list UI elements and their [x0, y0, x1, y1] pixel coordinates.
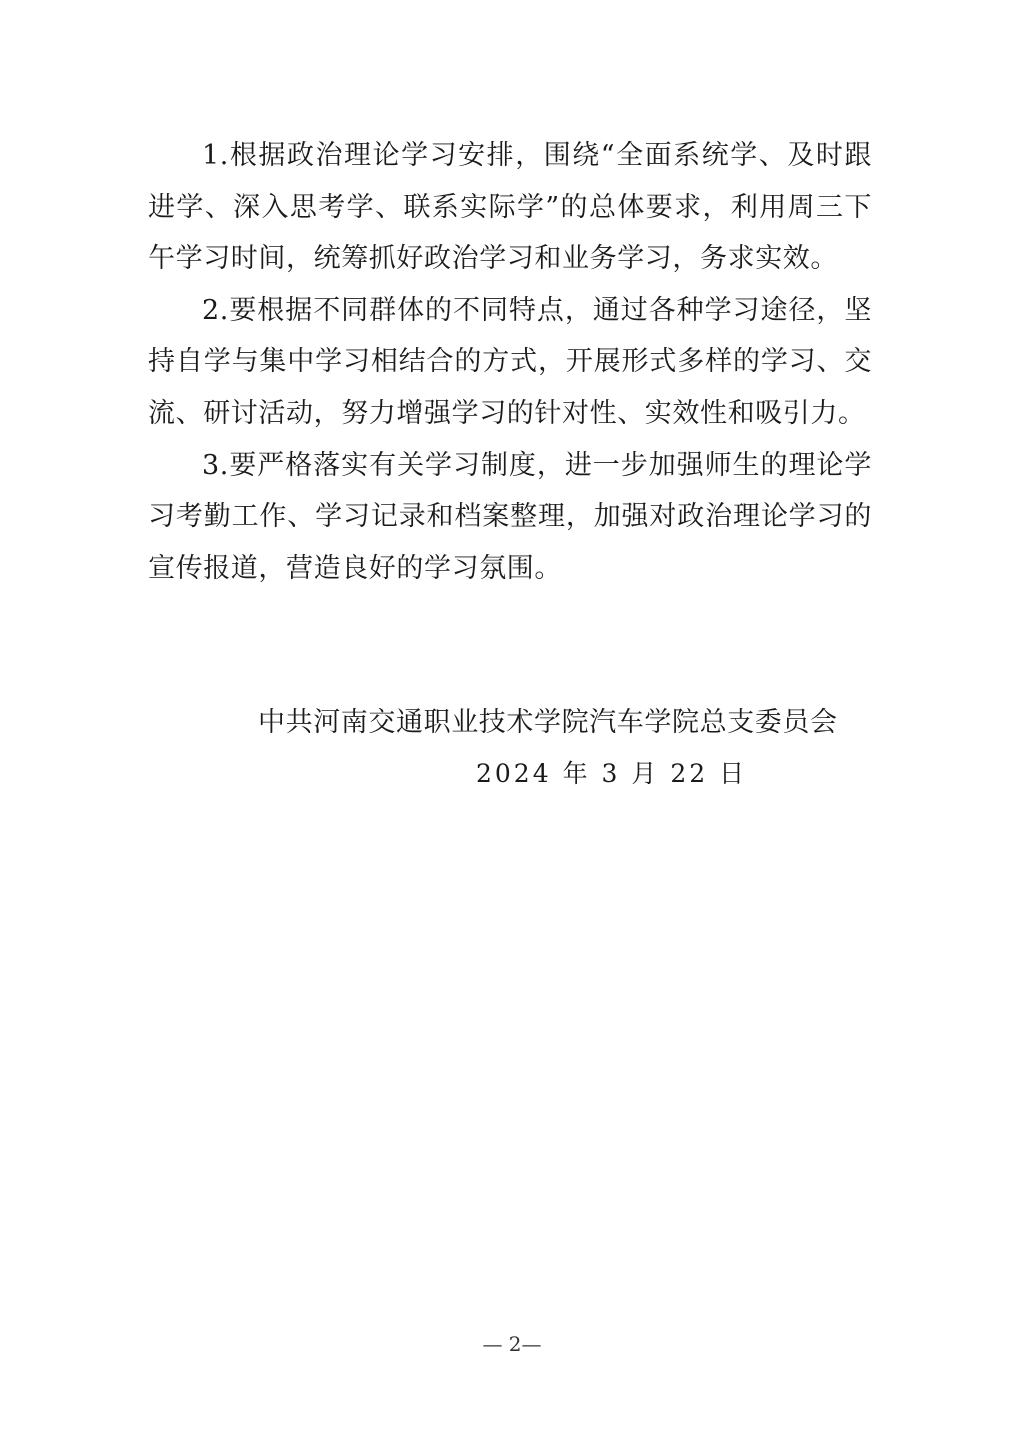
- signature-date: 2024 年 3 月 22 日: [476, 759, 748, 788]
- signature-organization: 中共河南交通职业技术学院汽车学院总支委员会: [258, 707, 838, 738]
- paragraph-2: 2.要根据不同群体的不同特点，通过各种学习途径，坚持自学与集中学习相结合的方式，开展形式多样的学习、交流、研讨活动，努力增强学习的针对性、实效性和吸引力。: [148, 294, 872, 429]
- page-number: — 2—: [482, 1332, 542, 1356]
- document-body: [148, 130, 872, 594]
- paragraph-3: 3.要严格落实有关学习制度，进一步加强师生的理论学习考勤工作、学习记录和档案整理，加强对政治理论学习的宣传报道，营造良好的学习氛围。: [148, 449, 872, 584]
- paragraph-1: 1.根据政治理论学习安排，围绕“全面系统学、及时跟进学、深入思考学、联系实际学”的总体要求，利用周三下午学习时间，统筹抓好政治学习和业务学习，务求实效。: [148, 140, 872, 275]
